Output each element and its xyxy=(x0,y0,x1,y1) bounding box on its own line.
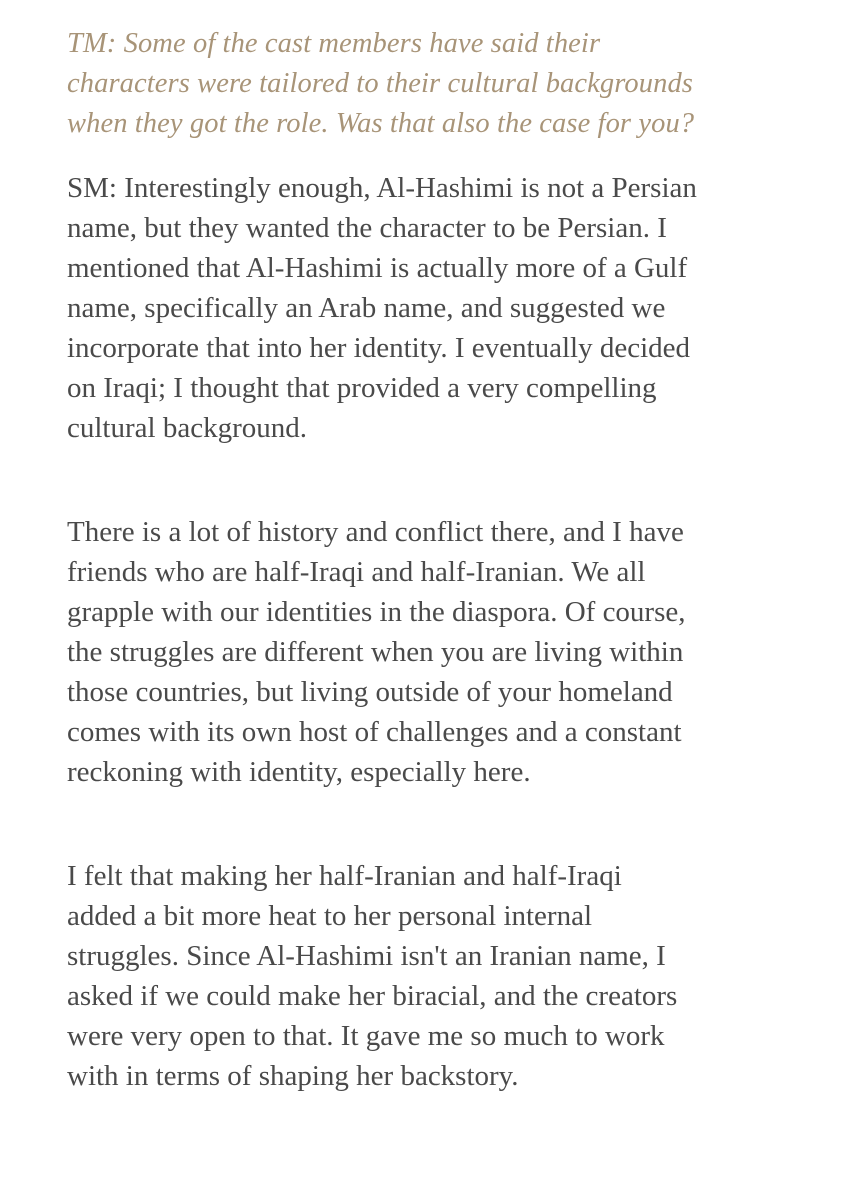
interview-question: TM: Some of the cast members have said their characters were tailored to their cultural backgrounds when they got the role. Was that also the case for you? xyxy=(67,28,695,139)
answer-paragraph-2: There is a lot of history and conflict there, and I have friends who are half-Iraqi and half-Iranian. We all grapple with our identities in the diaspora. Of course, the struggles are different when you are living within those countries, but living outside of your homeland comes with its own host of challenges and a constant reckoning with identity, especially here. xyxy=(67,516,686,788)
answer-paragraph-3: I felt that making her half-Iranian and half-Iraqi added a bit more heat to her personal internal struggles. Since Al-Hashimi isn't an Iranian name, I asked if we could make her biracial, and the creators were very open to that. It gave me so much to work with in terms of shaping her backstory. xyxy=(67,860,678,1092)
interview-article xyxy=(67,24,837,1096)
answer-paragraph-1: SM: Interestingly enough, Al-Hashimi is not a Persian name, but they wanted the character to be Persian. I mentioned that Al-Hashimi is actually more of a Gulf name, specifically an Arab name, and suggested we incorporate that into her identity. I eventually decided on Iraqi; I thought that provided a very compelling cultural background. xyxy=(67,172,697,444)
